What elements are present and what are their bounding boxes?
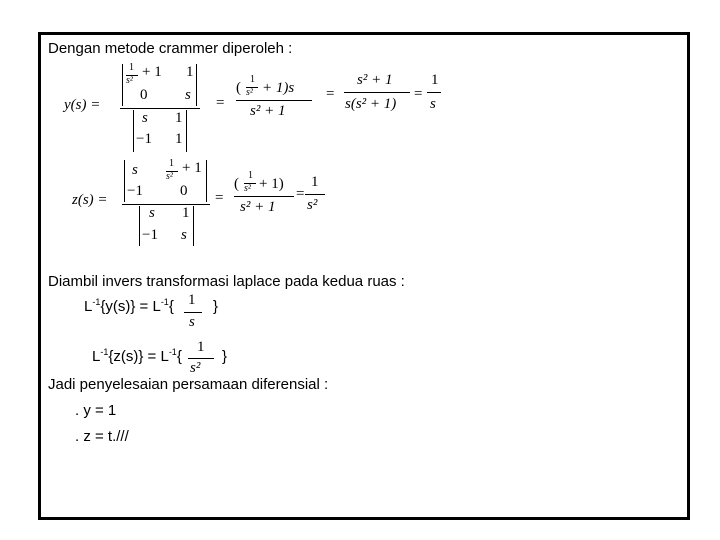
inv-z-mid: {z(s)} = L	[108, 348, 169, 365]
z-f1-bar	[234, 196, 294, 197]
y-eq3: =	[414, 86, 423, 102]
y-det-bot-r1c1: s	[142, 110, 148, 126]
z-f1-d: s²	[244, 183, 251, 194]
y-det-top-r2c2: s	[185, 87, 191, 103]
inv-y-close: }	[213, 298, 219, 315]
inv-z-sup2: -1	[168, 347, 177, 357]
z-det-top-left-bar	[124, 160, 125, 202]
y-det-top-r1c2: 1	[186, 64, 194, 80]
z-det-top-r2c1: −1	[127, 183, 143, 199]
z-f1-den: s² + 1	[240, 199, 276, 215]
y-f1-open: (	[236, 80, 241, 96]
inv-y-text	[84, 298, 174, 315]
z-f2-num: 1	[311, 174, 319, 190]
inv-y-sup2: -1	[160, 297, 169, 307]
y-det-bot-r2c1: −1	[136, 131, 152, 147]
z-lhs: z(s) =	[72, 192, 108, 208]
inv-y-frac-den: s	[189, 314, 195, 330]
solution-intro-text: Jadi penyelesaian persamaan diferensial :	[48, 376, 329, 393]
z-f1-n: 1	[248, 170, 253, 181]
inv-z-sup1: -1	[100, 347, 109, 357]
y-det-top-r1c1-num: 1	[129, 62, 134, 73]
z-det-bot-r1c2: 1	[182, 205, 190, 221]
z-det-top-r1c1: s	[132, 162, 138, 178]
y-f1-n: 1	[250, 74, 255, 85]
z-eq2: =	[296, 186, 305, 202]
z-det-bot-right-bar	[193, 206, 194, 246]
y-f3-num: 1	[431, 72, 439, 88]
y-f1-den: s² + 1	[250, 103, 286, 119]
z-det-top-r2c2: 0	[180, 183, 188, 199]
inv-y-open: {	[168, 298, 174, 315]
inv-y-frac-bar	[184, 312, 202, 313]
z-det-bot-r2c1: −1	[142, 227, 158, 243]
z-f1-close: + 1)	[259, 176, 284, 192]
inv-z-frac-den: s²	[190, 360, 201, 376]
solution-z: . z = t.///	[75, 428, 129, 445]
y-f1-close: + 1)s	[262, 80, 295, 96]
z-det-bot-left-bar	[139, 206, 140, 246]
z-det-top-r1c2-num: 1	[169, 158, 174, 169]
y-det-fraction-bar	[120, 108, 200, 109]
z-eq1: =	[215, 190, 224, 206]
y-lhs: y(s) =	[64, 97, 101, 113]
inv-z-close: }	[222, 348, 228, 365]
intro-text: Dengan metode crammer diperoleh :	[48, 40, 293, 57]
inv-y-sup1: -1	[92, 297, 101, 307]
y-eq2: =	[326, 86, 335, 102]
y-f1-d: s²	[246, 87, 253, 98]
y-det-top-r1c1-den: s²	[126, 75, 133, 86]
y-det-bot-left-bar	[133, 110, 134, 152]
inv-z-frac-num: 1	[197, 339, 205, 355]
inverse-intro-text: Diambil invers transformasi laplace pada kedua ruas :	[48, 273, 405, 290]
y-f2-den: s(s² + 1)	[345, 96, 397, 112]
z-det-fraction-bar	[122, 204, 210, 205]
z-f1-open: (	[234, 176, 239, 192]
inv-y-frac-num: 1	[188, 292, 196, 308]
inv-z-text	[92, 348, 182, 365]
y-f1-bar	[236, 100, 312, 101]
z-f2-bar	[305, 194, 325, 195]
inv-y-lead: L	[84, 298, 93, 315]
y-eq1: =	[216, 95, 225, 111]
y-det-bot-r1c2: 1	[175, 110, 183, 126]
z-f2-den: s²	[307, 197, 318, 213]
z-det-bot-r2c2: s	[181, 227, 187, 243]
y-det-top-r1c1-rest: + 1	[142, 64, 162, 80]
inv-y-mid: {y(s)} = L	[100, 298, 161, 315]
y-det-top-r2c1: 0	[140, 87, 148, 103]
inv-z-open: {	[176, 348, 182, 365]
solution-y: . y = 1	[75, 402, 117, 419]
y-det-bot-r2c2: 1	[175, 131, 183, 147]
y-det-top-left-bar	[122, 64, 123, 106]
z-det-bot-r1c1: s	[149, 205, 155, 221]
y-det-top-right-bar	[196, 64, 197, 106]
z-det-top-right-bar	[206, 160, 207, 202]
y-f3-den: s	[430, 96, 436, 112]
y-f3-bar	[427, 92, 441, 93]
inv-z-lead: L	[92, 348, 101, 365]
inv-z-frac-bar	[188, 358, 214, 359]
y-f2-num: s² + 1	[357, 72, 393, 88]
z-det-top-r1c2-rest: + 1	[182, 160, 202, 176]
y-det-bot-right-bar	[186, 110, 187, 152]
z-det-top-r1c2-den: s²	[166, 171, 173, 182]
y-f2-bar	[344, 92, 410, 93]
